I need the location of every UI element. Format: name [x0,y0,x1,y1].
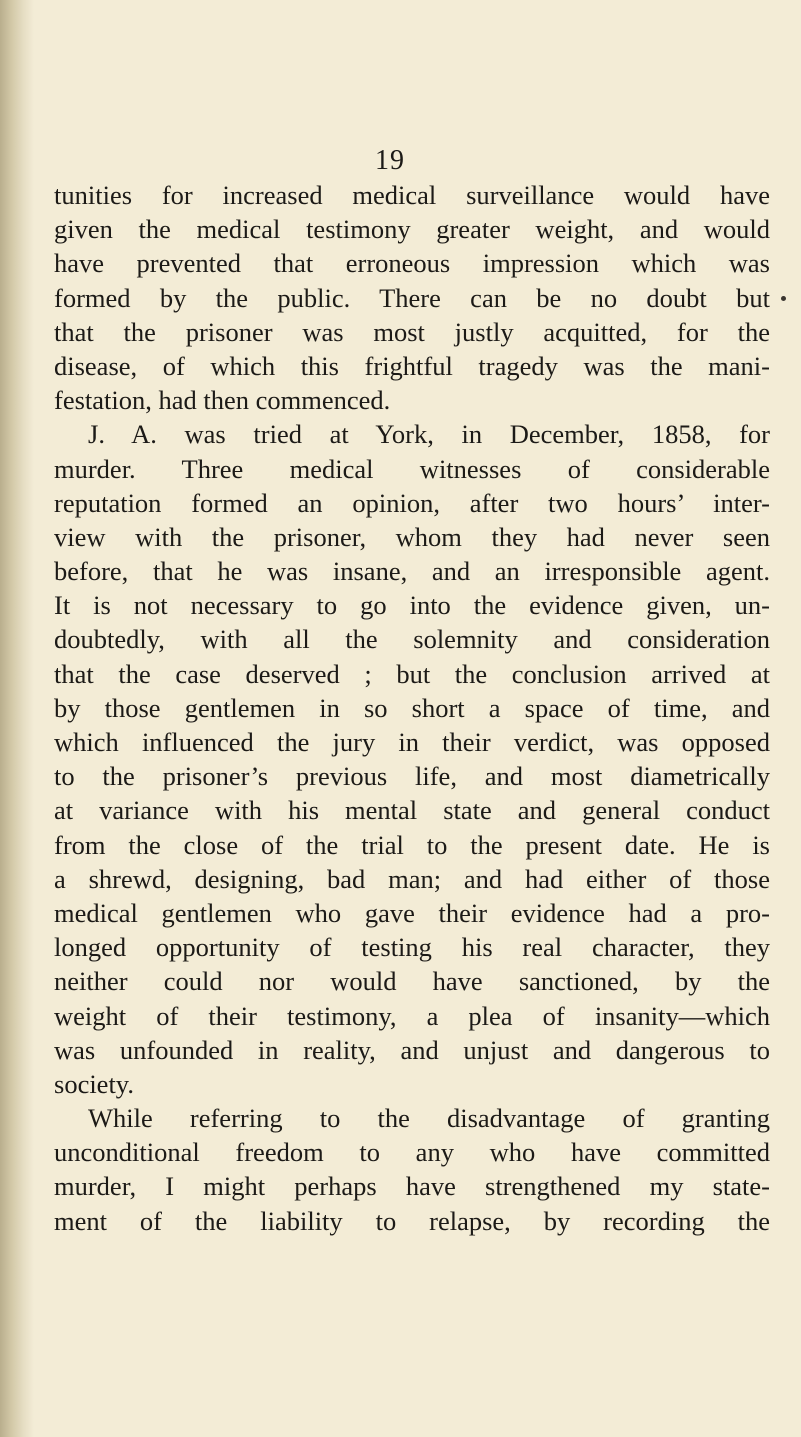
text-line: a shrewd, designing, bad man; and had either of those [54,863,770,894]
text-line: formed by the public. There can be no doubt but [54,282,770,313]
text-line: that the prisoner was most justly acquitted, for the [54,316,770,347]
text-line: which influenced the jury in their verdict, was opposed [54,727,770,757]
text-line: view with the prisoner, whom they had never seen [54,521,770,552]
text-line: society. [54,1068,134,1099]
text-line: murder. Three medical witnesses of considerable [54,453,770,484]
text-line: at variance with his mental state and general conduct [54,795,770,826]
text-line: that the case deserved ; but the conclusion arrived at [54,658,770,689]
text-line: tunities for increased medical surveillance would have [54,180,770,210]
page-binding-shadow [0,0,34,1437]
text-line: before, that he was insane, and an irresponsible agent. [54,556,770,587]
body-text [54,178,770,1238]
text-line: reputation formed an opinion, after two hours’ inter- [54,487,770,518]
margin-mark [781,296,786,301]
text-line: from the close of the trial to the present date. He is [54,829,770,860]
text-line: longed opportunity of testing his real character, they [54,932,770,963]
text-line: ment of the liability to relapse, by recording the [54,1205,770,1236]
text-line: by those gentlemen in so short a space of time, and [54,692,770,723]
text-line: While referring to the disadvantage of granting [88,1103,770,1134]
text-line: unconditional freedom to any who have committed [54,1137,770,1168]
text-line: J. A. was tried at York, in December, 1858, for [88,419,770,450]
text-line: given the medical testimony greater weight, and would [54,214,770,245]
text-line: festation, had then commenced. [54,385,391,416]
text-line: neither could nor would have sanctioned, by the [54,966,770,997]
text-line: weight of their testimony, a plea of insanity—which [54,1000,770,1031]
text-line: It is not necessary to go into the evidence given, un- [54,590,770,621]
text-line: disease, of which this frightful tragedy was the mani- [54,350,770,381]
text-line: was unfounded in reality, and unjust and dangerous to [54,1034,770,1065]
page-number: 19 [375,145,405,176]
text-line: have prevented that erroneous impression which was [54,248,770,279]
text-line: to the prisoner’s previous life, and most diametrically [54,761,770,792]
text-line: doubtedly, with all the solemnity and consideration [54,624,770,655]
text-line: murder, I might perhaps have strengthened my state- [54,1171,770,1202]
text-line: medical gentlemen who gave their evidence had a pro- [54,897,770,928]
